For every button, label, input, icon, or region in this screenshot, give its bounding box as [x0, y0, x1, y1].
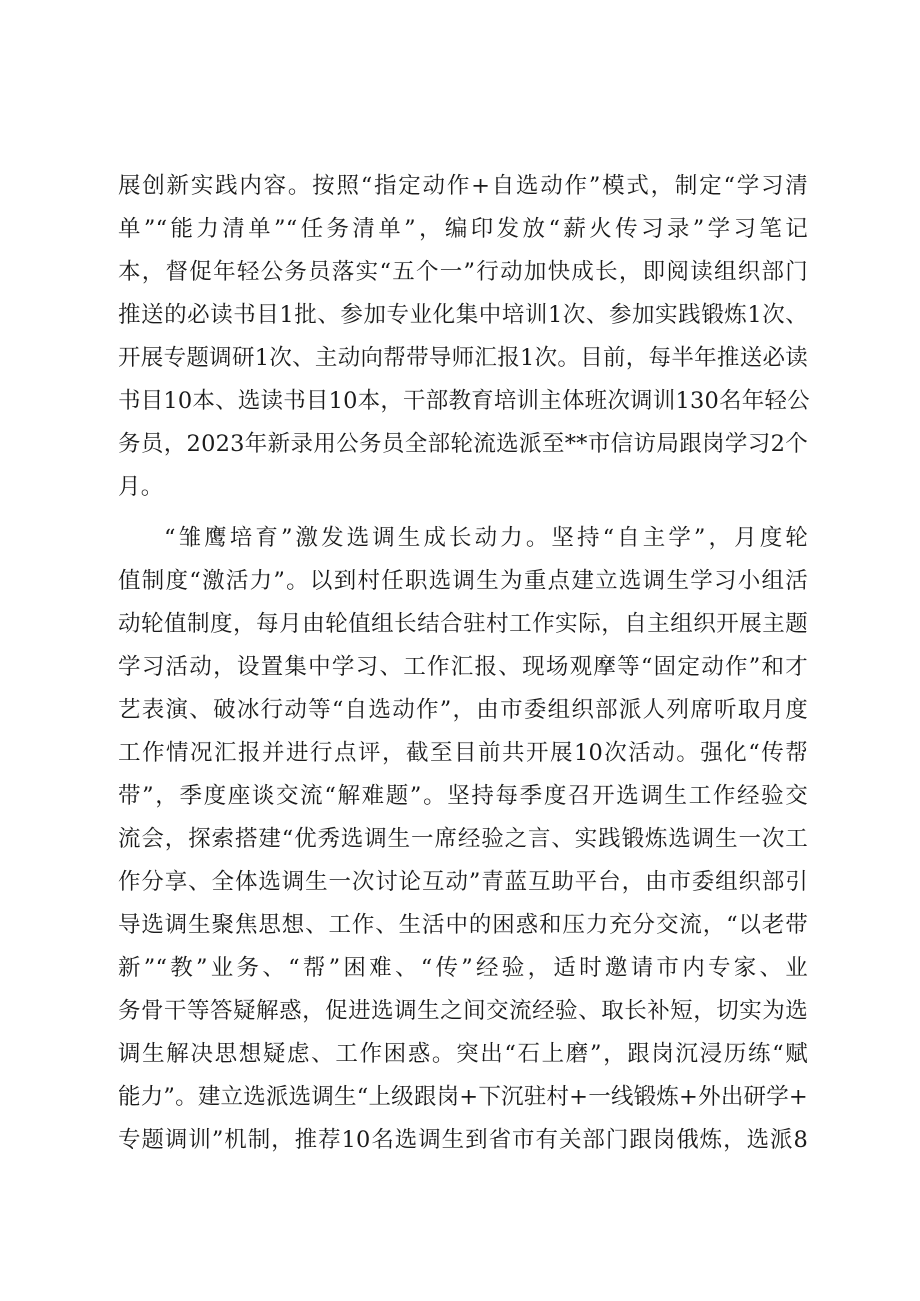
- text-line-7: 务员，2023年新录用公务员全部轮流选派至**市信访局跟岗学习2个: [118, 431, 808, 457]
- text-line-14: 工作情况汇报并进行点评，截至目前共开展10次活动。强化“传帮: [118, 740, 808, 766]
- text-line-23: 专题调训”机制，推荐10名选调生到省市有关部门跟岗俄炼，选派8: [118, 1127, 808, 1153]
- text-line-16: 流会，探索搭建“优秀选调生一席经验之言、实践锻炼选调生一次工: [118, 826, 808, 852]
- text-line-12: 学习活动，设置集中学习、工作汇报、现场观摩等“固定动作”和才: [118, 654, 808, 680]
- text-line-1: 展创新实践内容。按照“指定动作+自选动作”模式，制定“学习清: [118, 173, 808, 199]
- text-line-21: 调生解决思想疑虑、工作困惑。突出“石上磨”，跟岗沉浸历练“赋: [118, 1041, 808, 1067]
- text-line-4: 推送的必读书目1批、参加专业化集中培训1次、参加实践锻炼1次、: [118, 302, 808, 328]
- text-line-6: 书目10本、选读书目10本，干部教育培训主体班次调训130名年轻公: [118, 388, 810, 414]
- text-line-2: 单”“能力清单”“任务清单”，编印发放“薪火传习录”学习笔记: [118, 216, 808, 242]
- text-line-22: 能力”。建立选派选调生“上级跟岗+下沉驻村+一线锻炼+外出研学+: [118, 1084, 808, 1110]
- text-line-3: 本，督促年轻公务员落实“五个一”行动加快成长，即阅读组织部门: [118, 259, 808, 285]
- text-line-19: 新”“教”业务、“帮”困难、“传”经验，适时邀请市内专家、业: [118, 955, 808, 981]
- text-line-13: 艺表演、破冰行动等“自选动作”，由市委组织部派人列席听取月度: [118, 697, 808, 723]
- text-line-8: 月。: [118, 474, 164, 500]
- text-line-11: 动轮值制度，每月由轮值组长结合驻村工作实际，自主组织开展主题: [118, 611, 808, 637]
- text-line-5: 开展专题调研1次、主动向帮带导师汇报1次。目前，每半年推送必读: [118, 345, 808, 371]
- text-line-17: 作分享、全体选调生一次讨论互动”青蓝互助平台，由市委组织部引: [118, 869, 808, 895]
- text-line-15: 带”，季度座谈交流“解难题”。坚持每季度召开选调生工作经验交: [118, 783, 808, 809]
- text-line-18: 导选调生聚焦思想、工作、生活中的困惑和压力充分交流，“以老带: [118, 912, 808, 938]
- paragraph-2-first-line: “雏鹰培育”激发选调生成长动力。坚持“自主学”，月度轮: [164, 525, 808, 551]
- text-line-20: 务骨干等答疑解惑，促进选调生之间交流经验、取长补短，切实为选: [118, 998, 808, 1024]
- text-line-10: 值制度“激活力”。以到村任职选调生为重点建立选调生学习小组活: [118, 568, 808, 594]
